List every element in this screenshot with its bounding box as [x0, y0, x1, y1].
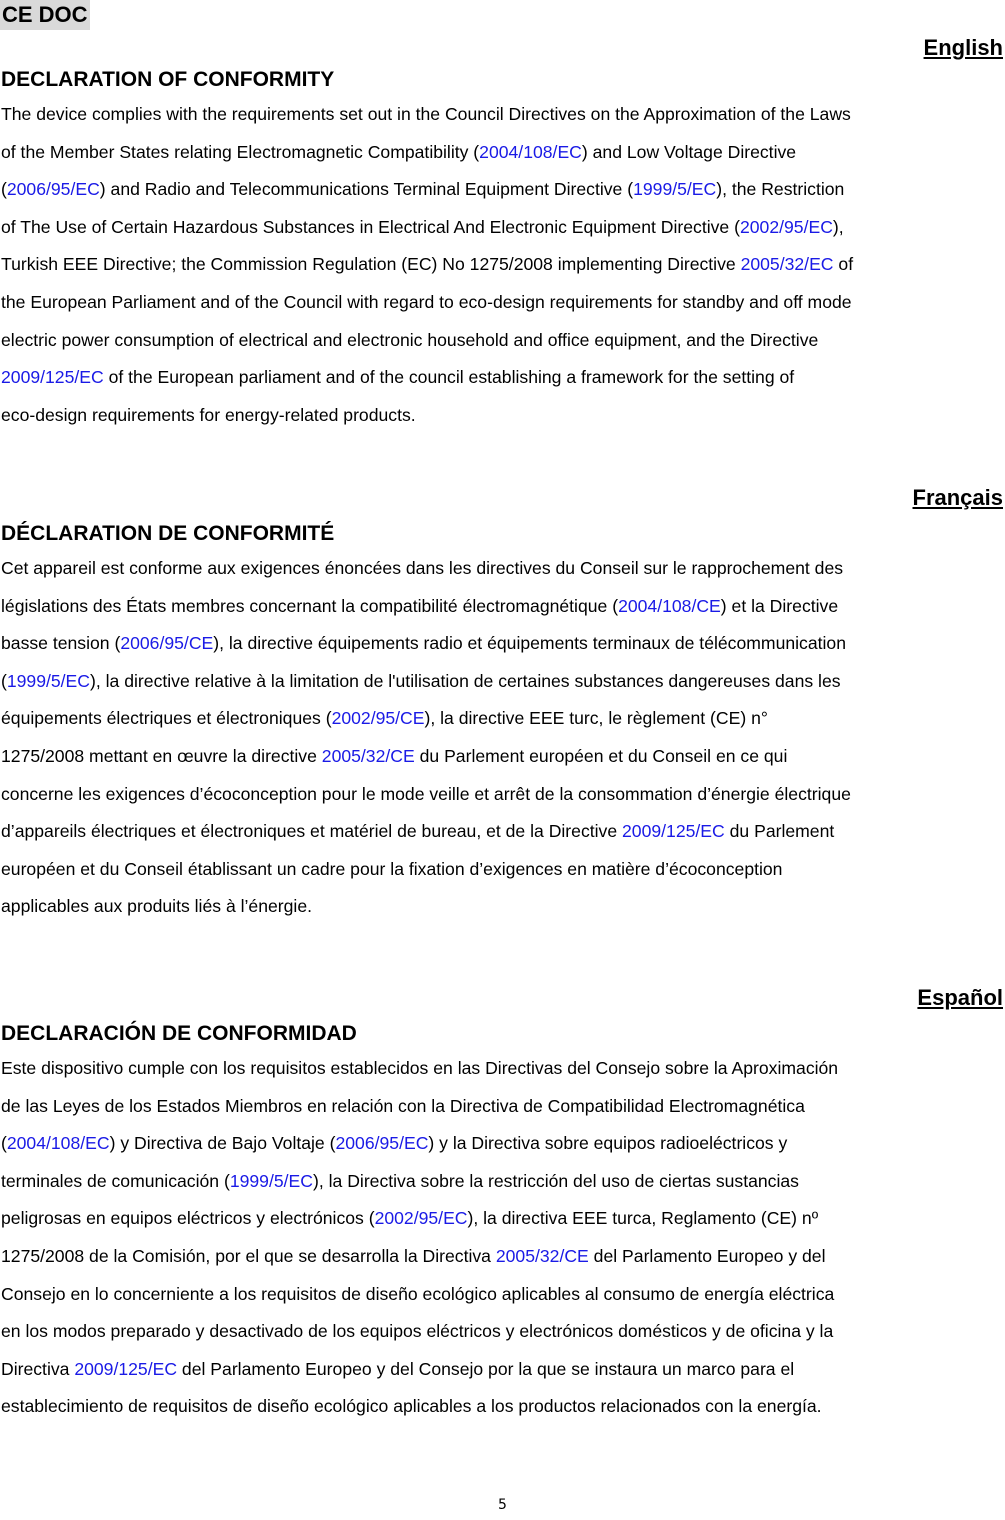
text-run: del Parlamento Europeo y del Consejo por la que se instaura un marco para el — [177, 1358, 795, 1379]
text-line — [1, 1238, 1004, 1276]
directive-code: 2006/95/EC — [335, 1133, 429, 1154]
text-line — [1, 588, 1004, 626]
text-line — [1, 284, 1004, 322]
text-run: ), the Restriction — [716, 179, 845, 200]
text-run: législations des États membres concernant la compatibilité électromagnétique ( — [1, 595, 619, 616]
section-francais — [0, 483, 1005, 926]
text-run: Directiva — [1, 1358, 75, 1379]
text-line — [1, 738, 1004, 776]
text-run: ( — [1, 1133, 7, 1154]
text-run: of the European parliament and of the council establishing a framework for the setting of — [103, 367, 795, 388]
section-heading: DECLARACIÓN DE CONFORMIDAD — [1, 1022, 357, 1045]
text-run: of The Use of Certain Hazardous Substances in Electrical And Electronic Equipment Directive ( — [1, 216, 740, 237]
directive-code: 2009/125/EC — [1, 367, 104, 388]
language-label: Français — [912, 485, 1003, 510]
text-run: ) y la Directiva sobre equipos radioeléctricos y — [428, 1133, 788, 1154]
text-run: ), la directive EEE turc, le règlement (CE) n° — [424, 708, 768, 729]
text-run: Turkish EEE Directive; the Commission Regulation (EC) No 1275/2008 implementing Directive — [1, 254, 741, 275]
text-line — [1, 851, 1004, 889]
language-label: Español — [917, 985, 1003, 1010]
section-body — [0, 1050, 1005, 1426]
text-line — [1, 96, 1004, 134]
text-run: basse tension ( — [1, 633, 121, 654]
directive-code: 2002/95/CE — [331, 708, 425, 729]
directive-code: 2006/95/EC — [6, 179, 100, 200]
text-run: ) y Directiva de Bajo Voltaje ( — [109, 1133, 336, 1154]
text-run: ) et la Directive — [720, 595, 839, 616]
text-run: ) and Low Voltage Directive — [581, 141, 797, 162]
text-line — [1, 700, 1004, 738]
text-line — [1, 322, 1004, 360]
text-run: du Parlement européen et du Conseil en ce qui — [414, 745, 788, 766]
text-line — [1, 1388, 1004, 1426]
text-run: eco-design requirements for energy-related products. — [1, 404, 416, 425]
directive-code: 2005/32/CE — [495, 1245, 589, 1266]
directive-code: 1999/5/EC — [229, 1170, 313, 1191]
text-run: peligrosas en equipos eléctricos y electrónicos ( — [1, 1208, 375, 1229]
text-run: ), — [832, 216, 844, 237]
text-run: the European Parliament and of the Council with regard to eco-design requirements for standby and off mode — [1, 291, 852, 312]
text-line — [1, 1125, 1004, 1163]
text-run: applicables aux produits liés à l’énergie. — [1, 896, 313, 917]
directive-code: 2009/125/EC — [622, 821, 725, 842]
text-run: concerne les exigences d’écoconception pour le mode veille et arrêt de la consommation d’énergie électrique — [1, 783, 851, 804]
directive-code: 2004/108/CE — [618, 595, 721, 616]
text-run: ( — [1, 670, 7, 691]
text-run: The device complies with the requirements set out in the Council Directives on the Approximation of the Laws — [1, 104, 851, 124]
text-run: Consejo en lo concerniente a los requisitos de diseño ecológico aplicables al consumo de energía eléctrica — [1, 1283, 835, 1304]
directive-code: 2006/95/CE — [120, 633, 214, 654]
directive-code: 2005/32/EC — [740, 254, 834, 275]
text-line — [1, 1200, 1004, 1238]
section-heading: DECLARATION OF CONFORMITY — [1, 68, 335, 91]
text-line — [1, 813, 1004, 851]
section-heading: DÉCLARATION DE CONFORMITÉ — [1, 522, 335, 545]
text-line — [1, 397, 1004, 435]
directive-code: 2004/108/EC — [6, 1133, 110, 1154]
text-line — [1, 776, 1004, 814]
text-line — [1, 888, 1004, 926]
text-line — [1, 1276, 1004, 1314]
text-line — [1, 625, 1004, 663]
text-run: 1275/2008 mettant en œuvre la directive — [1, 745, 322, 766]
text-run: Este dispositivo cumple con los requisitos establecidos en las Directivas del Consejo sobre la Aproximación — [1, 1058, 839, 1078]
directive-code: 2002/95/EC — [739, 216, 833, 237]
text-line — [1, 1313, 1004, 1351]
text-line — [1, 171, 1004, 209]
text-run: équipements électriques et électroniques ( — [1, 708, 332, 729]
directive-code: 2002/95/EC — [374, 1208, 468, 1229]
text-run: ) and Radio and Telecommunications Terminal Equipment Directive ( — [99, 179, 634, 200]
document-title: CE DOC — [0, 0, 90, 30]
text-run: Cet appareil est conforme aux exigences énoncées dans les directives du Conseil sur le rapprochement des — [1, 558, 844, 578]
directive-code: 2009/125/EC — [74, 1358, 178, 1379]
text-line — [1, 1050, 1004, 1088]
section-english — [0, 33, 1005, 434]
text-run: of — [833, 254, 854, 275]
text-run: d’appareils électriques et électroniques et matériel de bureau, et de la Directive — [1, 821, 623, 842]
directive-code: 1999/5/EC — [6, 670, 91, 691]
section-body — [0, 96, 1005, 434]
text-line — [1, 1163, 1004, 1201]
text-line — [1, 134, 1004, 172]
text-line — [1, 246, 1004, 284]
directive-code: 2005/32/CE — [321, 745, 415, 766]
text-line — [1, 1088, 1004, 1126]
text-line — [1, 1351, 1004, 1389]
section-espanol — [0, 983, 1005, 1426]
text-run: ), la directiva EEE turca, Reglamento (CE) nº — [467, 1208, 819, 1229]
text-run: del Parlamento Europeo y del — [588, 1245, 826, 1266]
section-body — [0, 550, 1005, 926]
directive-code: 2004/108/EC — [479, 141, 582, 162]
language-label: English — [923, 35, 1003, 60]
text-line — [1, 209, 1004, 247]
text-line — [1, 359, 1004, 397]
text-run: 1275/2008 de la Comisión, por el que se desarrolla la Directiva — [1, 1245, 496, 1266]
page-number: 5 — [498, 1497, 507, 1513]
text-line — [1, 663, 1004, 701]
text-run: de las Leyes de los Estados Miembros en relación con la Directiva de Compatibilidad Electromagnética — [1, 1095, 805, 1116]
text-run: ( — [1, 179, 7, 200]
text-run: en los modos preparado y desactivado de los equipos eléctricos y electrónicos domésticos y de oficina y la — [1, 1321, 834, 1342]
text-run: ), la directive équipements radio et équipements terminaux de télécommunication — [213, 633, 846, 654]
directive-code: 1999/5/EC — [633, 179, 717, 200]
text-run: ), la directive relative à la limitation de l'utilisation de certaines substances dangereuses dans les — [90, 670, 841, 691]
text-line — [1, 550, 1004, 588]
text-run: electric power consumption of electrical and electronic household and office equipment, and the Directive — [1, 329, 819, 350]
text-run: européen et du Conseil établissant un cadre pour la fixation d’exigences en matière d’écoconception — [1, 858, 783, 879]
text-run: terminales de comunicación ( — [1, 1170, 230, 1191]
text-run: ), la Directiva sobre la restricción del uso de ciertas sustancias — [312, 1170, 799, 1191]
text-run: du Parlement — [724, 821, 835, 842]
text-run: establecimiento de requisitos de diseño ecológico aplicables a los productos relacionados con la energía. — [1, 1396, 822, 1417]
text-run: of the Member States relating Electromagnetic Compatibility ( — [1, 141, 480, 162]
